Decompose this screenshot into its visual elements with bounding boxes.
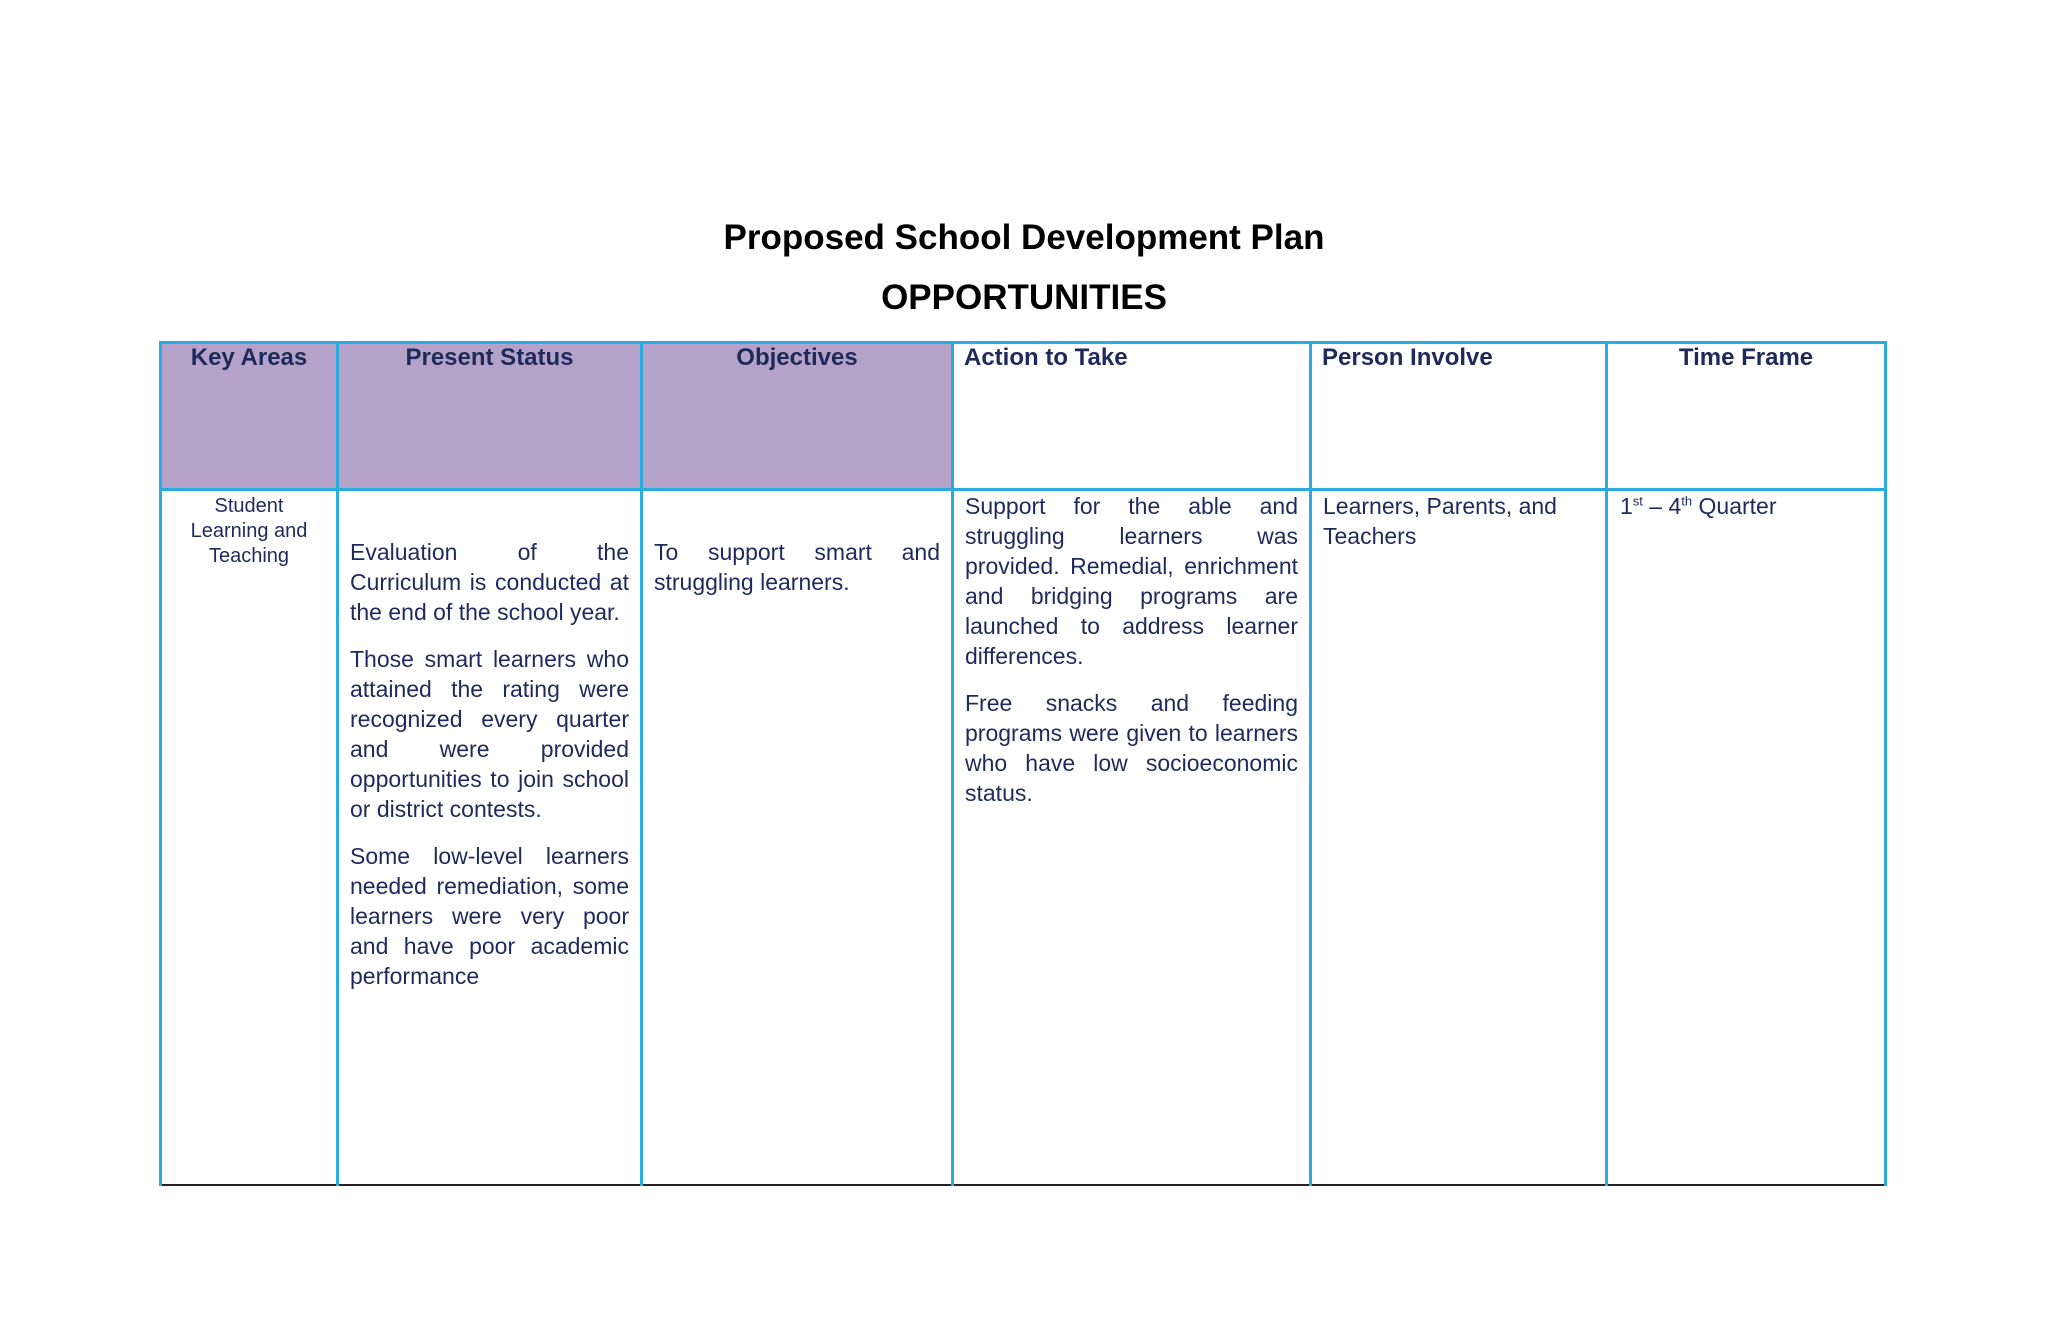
table-row [161, 490, 1886, 1186]
cell-objectives [642, 490, 953, 1186]
present-status-paragraph: Evaluation of the Curriculum is conducted at the end of the school year. [350, 539, 629, 625]
header-objectives: Objectives [642, 343, 953, 490]
development-plan-table [159, 341, 1887, 1186]
cell-time-frame [1607, 490, 1886, 1186]
key-area-line: Learning and [190, 520, 308, 542]
cell-action-to-take [953, 490, 1311, 1186]
time-frame-dash: – [1642, 493, 1669, 519]
time-frame-end-suffix: th [1681, 493, 1693, 509]
action-paragraph: Free snacks and feeding programs were given to learners who have low socioeconomic status. [965, 690, 1298, 806]
present-status-paragraph: Some low-level learners needed remediation, some learners were very poor and have poor academic performance [350, 843, 629, 989]
document-title: Proposed School Development Plan [723, 218, 1325, 257]
header-time-frame: Time Frame [1607, 343, 1886, 490]
time-frame-start: 1 [1620, 493, 1633, 519]
time-frame-start-suffix: st [1632, 493, 1643, 509]
person-involve-text: Learners, Parents, and Teachers [1323, 493, 1557, 549]
cell-key-area [161, 490, 338, 1186]
objectives-paragraph: To support smart and struggling learners. [654, 539, 940, 595]
table-header-row [161, 343, 1886, 490]
cell-person-involve [1311, 490, 1607, 1186]
header-key-areas: Key Areas [161, 343, 338, 490]
time-frame-unit: Quarter [1692, 493, 1777, 519]
header-present-status: Present Status [338, 343, 642, 490]
document-subtitle: OPPORTUNITIES [881, 278, 1167, 317]
present-status-paragraph: Those smart learners who attained the rating were recognized every quarter and were provided opportunities to join school or district contests. [350, 646, 629, 822]
action-paragraph: Support for the able and struggling learners was provided. Remedial, enrichment and bridging programs are launched to address learner differences. [965, 493, 1298, 669]
cell-present-status [338, 490, 642, 1186]
time-frame-text [1608, 491, 1884, 521]
header-action-to-take: Action to Take [953, 343, 1311, 490]
header-person-involve: Person Involve [1311, 343, 1607, 490]
key-area-line: Student [214, 495, 284, 517]
time-frame-end: 4 [1668, 493, 1682, 519]
key-area-line: Teaching [208, 545, 290, 567]
